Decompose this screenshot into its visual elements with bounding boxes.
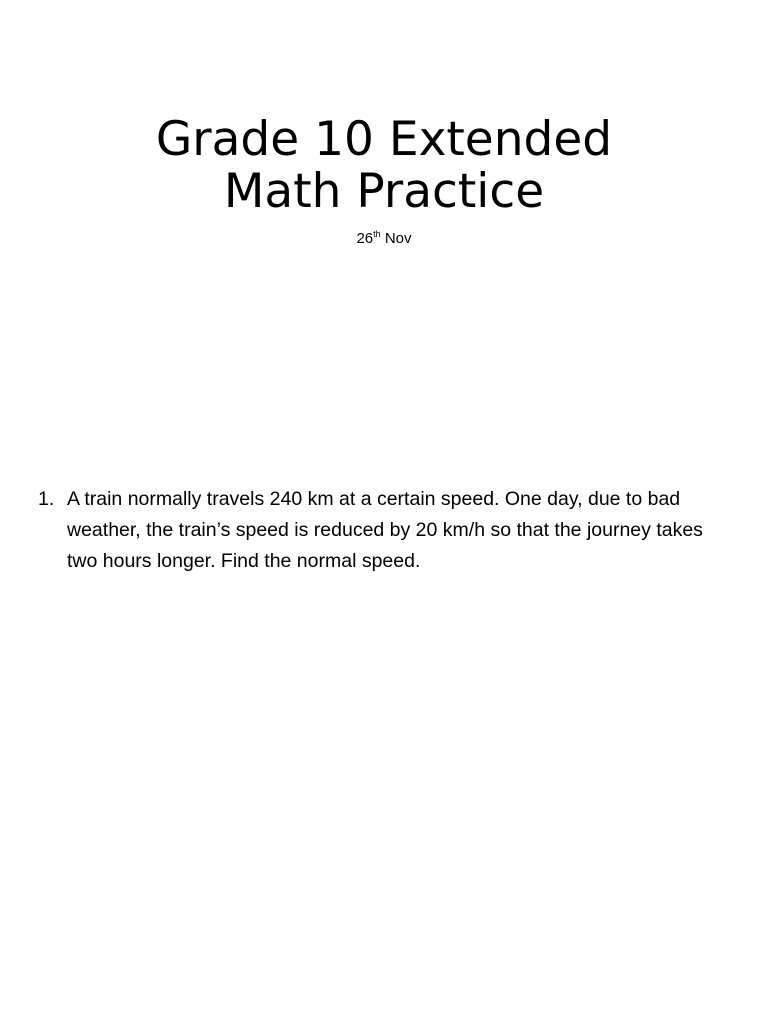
page-title <box>0 114 768 218</box>
date-suffix: th <box>373 229 381 239</box>
date-day: 26 <box>356 230 374 247</box>
date-month: Nov <box>384 230 412 247</box>
title-line-2: Math Practice <box>223 164 545 219</box>
date-label <box>0 229 768 249</box>
question-text: A train normally travels 240 km at a certain speed. One day, due to bad weather, the train’s speed is reduced by 20 km/h so that the journey takes two hours longer. Find the normal speed. <box>67 488 703 572</box>
question-number: 1. <box>38 488 55 510</box>
question-item <box>38 484 718 577</box>
title-line-1: Grade 10 Extended <box>155 112 613 167</box>
